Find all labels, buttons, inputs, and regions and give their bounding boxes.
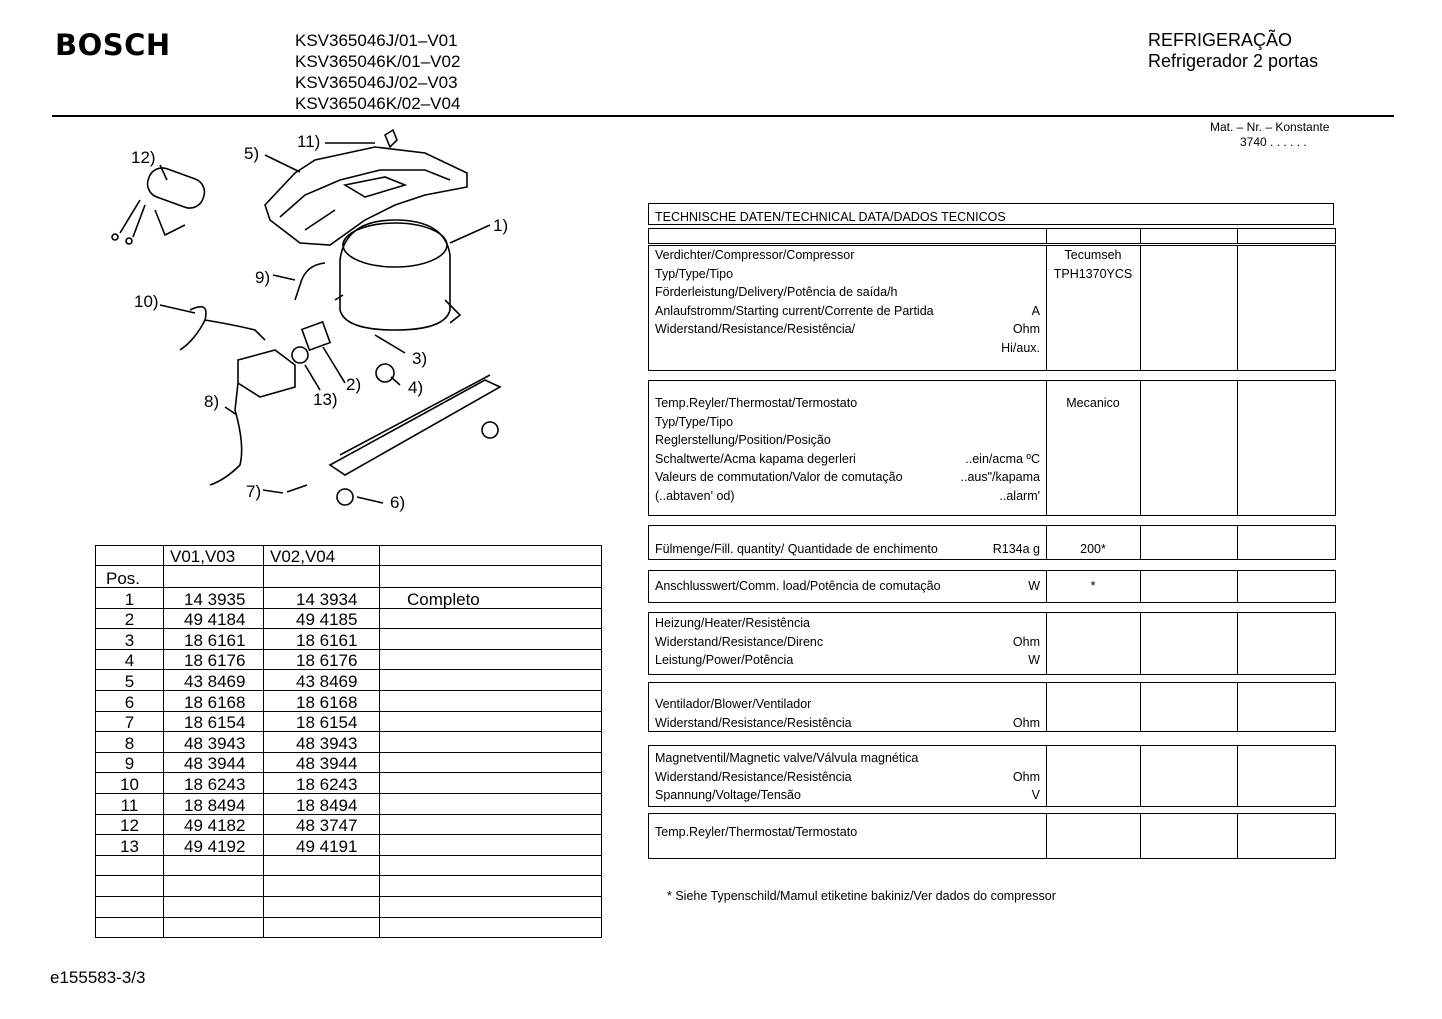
matnr-label: Mat. – Nr. – Konstante [1210,120,1330,134]
table-row [96,588,602,609]
spec-label: Leistung/Power/Potência [655,653,794,667]
table-row [96,855,602,876]
spec-unit: Ohm [1012,769,1040,784]
model-number: KSV365046K/02–V04 [295,94,461,113]
pos-cell: 13 [96,835,164,856]
spec-label: Anlaufstromm/Starting current/Corrente de Partida [655,303,934,318]
pos-cell: 9 [96,752,164,773]
part-label: 2) [346,375,362,394]
spec-line [655,577,1040,596]
part-number-cell: 49 4185 [264,608,380,629]
spec-line [655,768,1040,787]
table-row [96,835,602,856]
spec-unit: ..alarm' [999,488,1040,503]
pos-cell: 10 [96,773,164,794]
part-number-cell: 48 3944 [164,752,264,773]
spec-line [655,394,1040,413]
pos-cell: 2 [96,608,164,629]
document-id: e155583-3/3 [50,968,146,987]
spec-line [655,614,1040,633]
part-number-cell: 48 3943 [264,732,380,753]
spec-label: Heizung/Heater/Resistência [655,616,810,630]
footnote: * Siehe Typenschild/Mamul etiketine bakiniz/Ver dados do compressor [667,889,1056,903]
spec-label: Temp.Reyler/Thermostat/Termostato [655,396,858,410]
table-row [96,711,602,732]
table-row [96,629,602,650]
pos-cell: 6 [96,690,164,711]
pos-cell [96,896,164,917]
spec-value: * [1090,579,1096,593]
pos-cell [96,855,164,876]
part-number-cell [264,896,380,917]
spec-line [655,695,1040,714]
part-number-cell: 43 8469 [264,670,380,691]
spec-line [655,651,1040,670]
table-row [96,896,602,917]
part-label: 8) [204,392,220,411]
spec-label: Spannung/Voltage/Tensão [655,788,801,802]
spec-line [655,749,1040,768]
table-row [96,752,602,773]
part-number-cell: 49 4191 [264,835,380,856]
note-cell: Completo [380,588,602,609]
part-number-cell: 48 3943 [164,732,264,753]
part-number-cell: 48 3944 [264,752,380,773]
note-cell [380,711,602,732]
blower-box [648,682,1336,732]
spec-label: Widerstand/Resistance/Resistência [655,715,852,730]
spec-label: Widerstand/Resistance/Direnc [655,634,824,649]
note-cell [380,732,602,753]
table-row [96,690,602,711]
pos-cell: 7 [96,711,164,732]
spec-label: Ventilador/Blower/Ventilador [655,697,812,711]
thermostat2-box [648,813,1336,859]
spec-line [655,265,1040,284]
part-number-cell: 18 6168 [264,690,380,711]
tech-title: TECHNISCHE DATEN/TECHNICAL DATA/DADOS TECNICOS [648,203,1334,225]
brand-logo: BOSCH [55,28,171,62]
compressor-box [648,245,1336,371]
part-number-cell: 14 3935 [164,588,264,609]
spec-label: Verdichter/Compressor/Compressor [655,248,855,262]
note-cell [380,752,602,773]
note-cell [380,876,602,897]
spec-line [655,246,1040,265]
spec-line [655,431,1040,450]
table-row [96,732,602,753]
spec-label: Typ/Type/Tipo [655,414,734,429]
spec-unit: Ohm [1012,322,1040,336]
part-number-cell: 48 3747 [264,814,380,835]
spec-value: TPH1370YCS [1053,266,1133,281]
spec-label: Typ/Type/Tipo [655,266,734,281]
tech-subheader [648,228,1336,244]
part-number-cell: 14 3934 [264,588,380,609]
part-number-cell: 49 4192 [164,835,264,856]
grommet-part [376,364,394,382]
model-number: KSV365046J/01–V01 [295,31,458,50]
part-number-cell: 18 8494 [264,793,380,814]
material-number [1210,120,1329,150]
part-number-cell [164,876,264,897]
part-number-cell [164,896,264,917]
spec-value: Mecanico [1066,396,1120,410]
note-cell [380,814,602,835]
part-number-cell: 18 6176 [164,649,264,670]
spec-label: Schaltwerte/Acma kapama degerleri [655,451,856,466]
header-cell [380,546,602,566]
spec-unit: ..ein/acma ºC [965,451,1040,466]
table-row [96,876,602,897]
note-cell [380,773,602,794]
compressor-part [335,220,460,330]
table-row [96,649,602,670]
table-row [96,608,602,629]
part-number-cell [264,917,380,938]
spec-line [655,450,1040,469]
exploded-parts-diagram [95,125,535,525]
note-cell [380,793,602,814]
spec-line [655,823,1040,842]
table-row [96,773,602,794]
table-row [96,793,602,814]
part-label: 1) [493,216,509,235]
category-title: REFRIGERAÇÃO [1148,30,1293,50]
pos-cell [96,917,164,938]
part-number-cell: 18 6168 [164,690,264,711]
part-number-cell [264,855,380,876]
category-subtitle: Refrigerador 2 portas [1148,51,1319,71]
spec-unit: Hi/aux. [1001,340,1040,355]
table-row [96,917,602,938]
model-list [295,30,460,114]
part-number-cell: 18 6154 [164,711,264,732]
spec-label: Fülmenge/Fill. quantity/ Quantidade de enchimento [655,542,938,556]
part-label: 11) [297,132,321,151]
part-label: 13) [313,390,338,409]
magnetic-valve-box [648,745,1336,807]
spec-line [655,339,1040,358]
header-cell: V01,V03 [164,546,264,566]
part-label: 12) [131,148,156,167]
spec-line [655,283,1040,302]
spec-line [655,468,1040,487]
part-number-cell: 49 4182 [164,814,264,835]
table-row [96,670,602,691]
spec-value: 200* [1080,542,1106,556]
part-label: 6) [390,493,406,512]
pos-cell: 3 [96,629,164,650]
fill-quantity-box [648,525,1336,560]
part-label: 9) [255,268,271,287]
spec-line [655,413,1040,432]
spec-label: Anschlusswert/Comm. load/Potência de comutação [655,579,941,593]
starter-part [210,350,295,485]
table-header-row [96,546,602,566]
capacitor-part [112,164,208,244]
pos-cell [96,876,164,897]
part-number-cell [164,855,264,876]
note-cell [380,608,602,629]
part-number-cell: 18 6176 [264,649,380,670]
part-number-cell: 18 6161 [164,629,264,650]
table-row [96,814,602,835]
header-cell: V02,V04 [264,546,380,566]
pos-cell: 11 [96,793,164,814]
spec-label: Temp.Reyler/Thermostat/Termostato [655,825,858,839]
spec-label: Widerstand/Resistance/Resistência/ [655,322,856,336]
spec-label: Förderleistung/Delivery/Potência de saída/h [655,285,898,299]
part-label: 10) [134,292,159,311]
spec-line [655,633,1040,652]
model-number: KSV365046J/02–V03 [295,73,458,92]
spec-line [655,487,1040,506]
heater-box [648,612,1336,675]
note-cell [380,917,602,938]
table-header-row [96,566,602,588]
spec-unit: W [1028,653,1040,667]
spec-unit: A [1031,303,1040,318]
spec-unit: R134a g [992,542,1040,556]
part-label: 4) [408,378,424,397]
part-number-cell [164,917,264,938]
pos-cell: 4 [96,649,164,670]
pos-header: Pos. [96,566,164,588]
part-number-cell: 18 8494 [164,793,264,814]
relay-part [302,322,330,350]
part-label: 3) [412,349,428,368]
note-cell [380,835,602,856]
model-number: KSV365046K/01–V02 [295,52,461,71]
grommet-part [292,347,308,363]
category-block [1148,30,1318,72]
clip-part [385,130,397,147]
part-label: 7) [246,482,262,501]
part-number-cell: 18 6154 [264,711,380,732]
comm-load-box [648,570,1336,603]
spec-label: Widerstand/Resistance/Resistência [655,769,852,784]
spec-label: Valeurs de commutation/Valor de comutação [655,470,903,484]
spec-line [655,714,1040,733]
spec-unit: W [1028,579,1040,593]
spec-unit: V [1031,788,1040,802]
part-number-cell: 18 6243 [164,773,264,794]
spec-line [655,320,1040,339]
spec-label: Reglerstellung/Position/Posição [655,433,831,447]
tube-part [295,263,325,300]
part-label: 5) [244,144,260,163]
header-cell [96,546,164,566]
thermostat-box [648,380,1336,516]
matnr-value: 3740 . . . . . . [1240,135,1307,149]
pos-cell: 8 [96,732,164,753]
header-divider [52,115,1394,117]
note-cell [380,690,602,711]
spec-line [655,786,1040,805]
pin-part [287,485,307,492]
note-cell [380,649,602,670]
spec-line [655,540,1040,559]
note-cell [380,670,602,691]
part-number-cell: 18 6243 [264,773,380,794]
parts-table [95,545,602,938]
note-cell [380,629,602,650]
part-number-cell [264,876,380,897]
part-number-cell: 18 6161 [264,629,380,650]
spec-label: Magnetventil/Magnetic valve/Válvula magnética [655,751,919,765]
spec-value: Tecumseh [1064,248,1122,262]
note-cell [380,896,602,917]
note-cell [380,855,602,876]
spec-unit: Ohm [1012,634,1040,649]
part-number-cell: 49 4184 [164,608,264,629]
pos-cell: 12 [96,814,164,835]
pos-cell: 5 [96,670,164,691]
spec-label: (..abtaven' od) [655,488,735,503]
spec-unit: Ohm [1012,715,1040,730]
spec-line [655,302,1040,321]
pos-cell: 1 [96,588,164,609]
part-number-cell: 43 8469 [164,670,264,691]
spec-unit: ..aus"/kapama [960,470,1040,484]
